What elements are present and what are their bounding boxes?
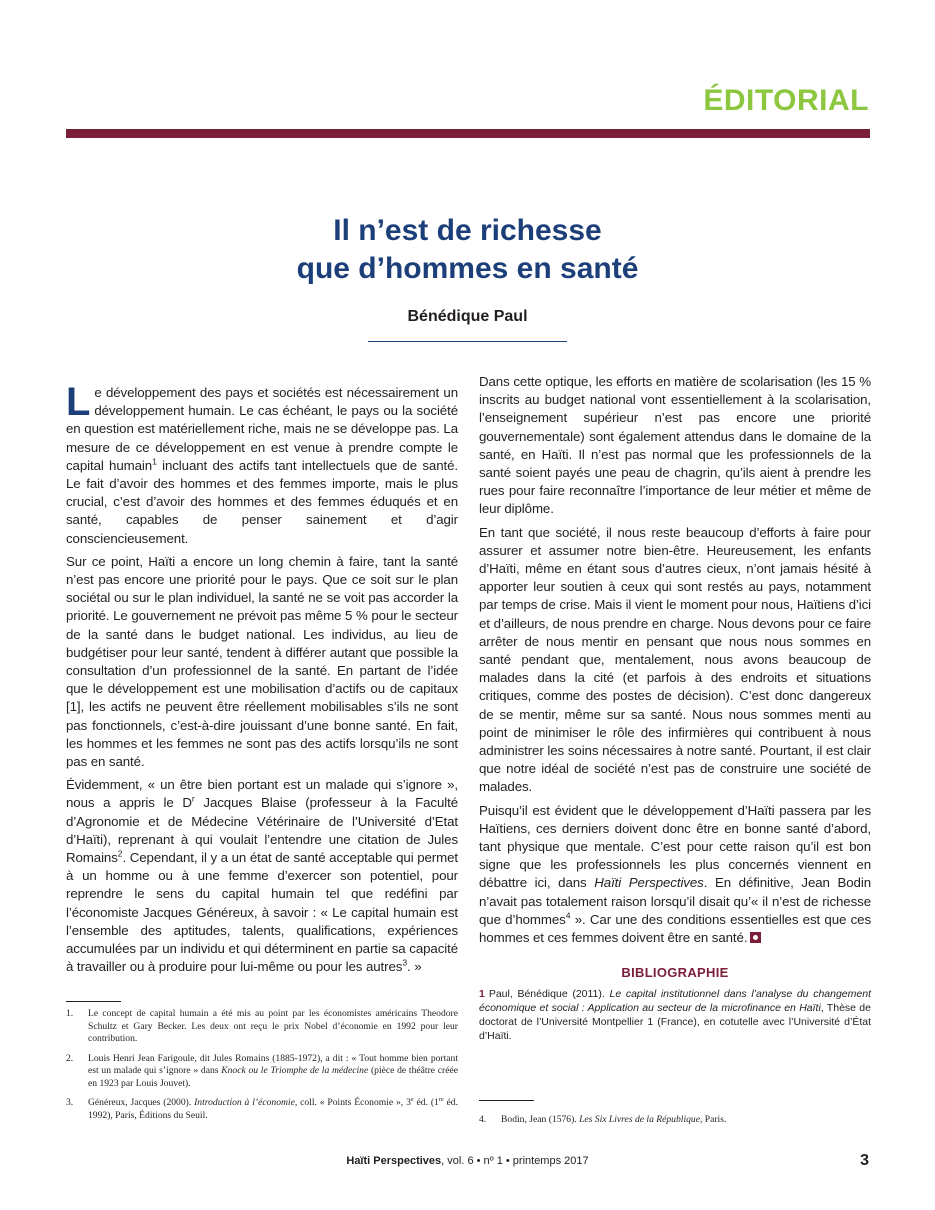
footnote-4	[479, 1114, 871, 1134]
paragraph-3-text-b: Jacques Blaise (professeur à la Faculté d’Agronomie et de Médecine Vétérinaire de l’Université d’Etat d’Haïti), reprenant à qui voulait l’entendre une citation de Jules Romains	[66, 795, 458, 866]
footnote-ref-4: 4	[565, 910, 571, 921]
footnote-rule-left	[66, 1001, 121, 1002]
footnote-4-text-b: , Paris.	[699, 1114, 727, 1125]
page-footer	[0, 1155, 935, 1167]
paragraph-3-text-c: . Cependant, il y a un état de santé acceptable qui permet à un homme ou à une femme d’exercer son potentiel, pour reprendre le sens du capital humain tel que redéfini par l’économiste Jacques Généreux, à savoir : « Le capital humain est l’ensemble des aptitudes, talents, qualifications, expériences accumulées par un individu et qui déterminent en partie sa capacité à travailler ou à produire pour lui-même ou pour les autres	[66, 850, 458, 975]
section-label: ÉDITORIAL	[703, 84, 869, 117]
paragraph-6-text-b: . En définitive, Jean Bodin n’avait pas totalement raison lorsqu’il disait qu’« il n’est de richesse que d’hommes	[479, 875, 871, 927]
paragraph-6-text-c: ». Car une des conditions essentielles est que ces hommes et ces femmes doivent être en santé.	[479, 911, 871, 946]
title-line-2: que d’hommes en santé	[296, 252, 639, 285]
superscript-r: r	[191, 794, 195, 805]
footnote-rule-right	[479, 1100, 534, 1101]
journal-name-italic: Haïti Perspectives	[594, 875, 704, 891]
footnote-3	[66, 1097, 458, 1122]
footnote-text	[501, 1114, 871, 1127]
footnote-2	[66, 1053, 458, 1091]
bibliography-title: BIBLIOGRAPHIE	[621, 965, 729, 980]
footnote-4-work: Les Six Livres de la République	[579, 1114, 700, 1125]
paragraph-1	[66, 380, 459, 548]
paragraph-5: En tant que société, il nous reste beaucoup d’efforts à faire pour assurer et assumer notre bien-être. Heureusement, les enfants d’Haïti, même en étant sous d’autres cieux, n’ont jamais hésité à apporter leur soutien à ceux qui sont restés au pays, notamment par temps de crise. Mais il vient le moment pour nous, Haïtiens d’ici et d’ailleurs, de nous prendre en charge. Nous devons pour ce faire arrêter de nous mentir en pensant que nous nous sommes en santé pendant que, mentalement, nous avons beaucoup de malades dans la cité (et parfois à des endroits et situations critiques, comme des postes de décision). C’est donc dangereux de se mentir, même sur sa santé. Nous nous sommes menti au point de minimiser le rôle des infirmières qui contribuent à nous administrer les soins nécessaires à notre santé. Pourtant, il est clair que notre idéal de société n’est pas de construire une société de malades.	[479, 524, 871, 795]
header-rule	[66, 129, 870, 138]
footnote-4-text-a: Bodin, Jean (1576).	[501, 1114, 580, 1125]
drop-cap: L	[66, 380, 91, 424]
footnote-ref-2: 2	[117, 848, 123, 859]
footnote-number: 3.	[66, 1097, 74, 1108]
footnote-number: 4.	[479, 1114, 487, 1125]
bibliography-work-title: Le capital institutionnel dans l’analyse du changement économique et social : Application au secteur de la microfinance en Haïti	[479, 988, 871, 1014]
footnote-1	[66, 1008, 458, 1046]
superscript-re: re	[438, 1095, 444, 1103]
paragraph-6-text-a: Puisqu’il est évident que le développement d’Haïti passera par les Haïtiens, ces derniers doivent donc être en bonne santé d’abord, tant physique que mentale. C’est pour cette raison qu’il est bon signe que les professionnels les plus concernés viennent en débattre ici, dans	[479, 802, 871, 891]
author-rule	[368, 341, 567, 342]
bibliography-number: 1	[479, 988, 485, 1000]
left-column	[66, 380, 459, 982]
footnote-ref-3: 3	[402, 957, 408, 968]
paragraph-1-text-a: e développement des pays et sociétés est nécessairement un développement humain. Le cas échéant, le pays ou la société en question est matériellement riche, mais ne se développe pas. La mesure de ce développement en est venue à prendre compte le capital humain	[66, 385, 458, 473]
superscript-e: e	[410, 1095, 414, 1103]
paragraph-3-text-d: . »	[407, 959, 422, 975]
footnote-4-row	[479, 1114, 871, 1127]
paragraph-1-text-b: incluant des actifs tant intellectuels que de santé. Le fait d’avoir des hommes et des femmes importe, mais le plus crucial, c’est d’avoir des hommes et des femmes éduqués et en santé, capables de penser sainement et d’agir consciencieusement.	[66, 457, 459, 546]
paragraph-3-text-a: Évidemment, « un être bien portant est un malade qui s’ignore », nous a appris le D	[66, 777, 458, 811]
footnote-3-text-a: Généreux, Jacques (2000).	[88, 1097, 195, 1108]
footnote-3-text-d: éd. 1992), Paris, Éditions du Seuil.	[88, 1097, 458, 1121]
footnote-3-text-b: , coll. « Points Économie », 3	[294, 1097, 411, 1108]
article-title	[0, 212, 935, 288]
footnotes-left	[66, 1008, 458, 1129]
footnote-number: 2.	[66, 1052, 74, 1064]
footnote-3-work: Introduction à l’économie	[194, 1097, 295, 1108]
page-number: 3	[860, 1152, 869, 1169]
right-column	[479, 373, 871, 952]
footnote-2-work: Knock ou le Triomphe de la médecine	[221, 1065, 369, 1076]
footnote-number: 1.	[66, 1008, 74, 1019]
footnote-2-text-b: (pièce de théâtre créée en 1923 par Louis Jouvet).	[88, 1065, 458, 1089]
footer-issue: , vol. 6 • nº 1 • printemps 2017	[441, 1155, 589, 1167]
paragraph-4: Dans cette optique, les efforts en matière de scolarisation (les 15 % inscrits au budget national vont essentiellement à la scolarisation, l’enseignement supérieur n’est pas encore une priorité gouvernementale) sont également attendus dans le domaine de la santé, en Haïti. Il n’est pas normal que les professionnels de la santé soient payés une peau de chagrin, qu’ils aient à prendre les rues pour faire reconnaître l’importance de leur métier et même de leur diplôme.	[479, 374, 871, 517]
footnote-text: Le concept de capital humain a été mis au point par les économistes américains Theodore Schultz et Gary Becker. Les deux ont reçu le prix Nobel d’économie en 1992 pour leur contribution.	[88, 1008, 458, 1044]
paragraph-6	[479, 802, 871, 948]
footnote-ref-1: 1	[152, 456, 157, 467]
footnote-text	[88, 1097, 458, 1122]
end-of-article-icon	[750, 932, 761, 943]
article-author: Bénédique Paul	[407, 308, 528, 325]
bibliography-entry	[479, 987, 871, 1043]
paragraph-2: Sur ce point, Haïti a encore un long chemin à faire, tant la santé n’est pas encore une priorité pour le pays. Que ce soit sur le plan sociétal ou sur le plan individuel, la santé ne se voit pas accorder la priorité. Le gouvernement ne prévoit pas même 5 % pour le secteur de la santé dans le budget national. Les individus, au lieu de budgétiser pour leur santé, tendent à différer autant que possible la consultation d’un professionnel de la santé. En partant de l’idée que le développement est une mobilisation d’actifs ou de capitaux [1], les actifs ne peuvent être réellement mobilisables s’ils ne sont pas fonctionnels, c’est-à-dire jouissant d’une bonne santé. En fait, les hommes et les femmes ne sont pas des actifs lorsqu’ils ne sont pas en santé.	[66, 553, 458, 770]
footnote-text	[88, 1053, 458, 1091]
bibliography-author: Paul, Bénédique (2011).	[488, 988, 610, 1000]
bibliography-details: , Thèse de doctorat de l’Université Montpellier 1 (France), en cotutelle avec l’Université d’État d’Haïti.	[479, 1002, 871, 1042]
footnote-3-text-c: éd. (1	[413, 1097, 439, 1108]
footer-journal: Haïti Perspectives	[346, 1155, 442, 1167]
paragraph-3	[66, 776, 458, 976]
footnote-2-text-a: Louis Henri Jean Farigoule, dit Jules Romains (1885-1972), a dit : « Tout homme bien portant est un malade qui s’ignore » dans	[88, 1052, 458, 1076]
title-line-1: Il n’est de richesse	[333, 214, 602, 247]
